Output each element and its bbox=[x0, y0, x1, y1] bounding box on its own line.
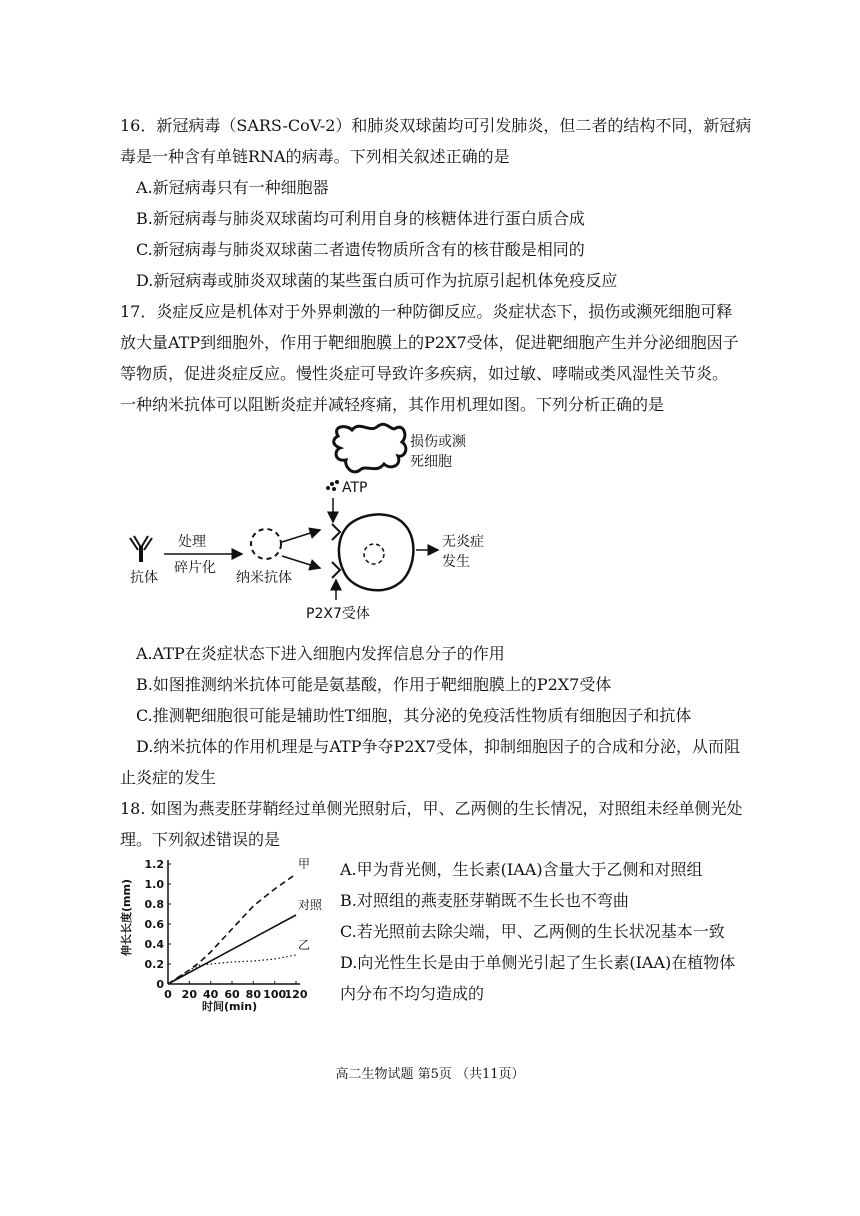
q16-option-c: C.新冠病毒与肺炎双球菌二者遗传物质所含有的核苷酸是相同的 bbox=[136, 240, 585, 259]
x-tick-label: 0 bbox=[164, 988, 172, 1001]
x-tick-label: 120 bbox=[284, 988, 308, 1001]
damaged-cell-shape bbox=[334, 424, 406, 472]
damaged-cell-label-1: 损伤或濒 bbox=[410, 434, 466, 450]
growth-chart bbox=[118, 852, 334, 1016]
q18-option-d-line2: 内分布不均匀造成的 bbox=[340, 984, 485, 1003]
q17-stem-line1: 17．炎症反应是机体对于外界刺激的一种防御反应。炎症状态下，损伤或濒死细胞可释 bbox=[120, 302, 733, 321]
series-line-乙 bbox=[168, 955, 296, 984]
series-label-对照: 对照 bbox=[298, 898, 323, 912]
q17-option-d-line2: 止炎症的发生 bbox=[120, 768, 217, 787]
x-tick-label: 20 bbox=[181, 988, 197, 1001]
q17-option-b: B.如图推测纳米抗体可能是氨基酸，作用于靶细胞膜上的P2X7受体 bbox=[136, 675, 612, 694]
y-tick-label: 0.4 bbox=[144, 938, 164, 951]
x-tick-label: 80 bbox=[245, 988, 261, 1001]
result-label-2: 发生 bbox=[442, 554, 470, 570]
q16-option-a: A.新冠病毒只有一种细胞器 bbox=[136, 178, 329, 197]
nano-arrow-lower bbox=[282, 556, 320, 568]
antibody-label: 抗体 bbox=[130, 570, 158, 586]
x-tick-label: 100 bbox=[263, 988, 287, 1001]
q17-option-c: C.推测靶细胞很可能是辅助性T细胞，其分泌的免疫活性物质有细胞因子和抗体 bbox=[136, 706, 692, 725]
q18-option-c: C.若光照前去除尖端，甲、乙两侧的生长状况基本一致 bbox=[340, 922, 725, 941]
x-axis-label: 时间(min) bbox=[202, 1000, 258, 1013]
receptor-label: P2X7受体 bbox=[306, 606, 370, 622]
series-label-乙: 乙 bbox=[298, 938, 311, 952]
target-cell bbox=[339, 514, 414, 590]
nano-antibody-diagram bbox=[120, 418, 520, 630]
process-label: 处理 bbox=[178, 534, 206, 550]
q17-stem-line2: 放大量ATP到细胞外，作用于靶细胞膜上的P2X7受体，促进靶细胞产生并分泌细胞因子 bbox=[120, 333, 739, 352]
y-axis-label: 伸长长度(mm) bbox=[120, 879, 133, 956]
q18-option-d-line1: D.向光性生长是由于单侧光引起了生长素(IAA)在植物体 bbox=[340, 953, 736, 972]
nano-arrow-upper bbox=[282, 530, 320, 542]
y-tick-label: 0.8 bbox=[144, 898, 164, 911]
y-tick-label: 0.6 bbox=[144, 918, 164, 931]
y-tick-label: 0 bbox=[156, 978, 164, 991]
nano-antibody-label: 纳米抗体 bbox=[236, 570, 292, 586]
q17-stem-line4: 一种纳米抗体可以阻断炎症并减轻疼痛，其作用机理如图。下列分析正确的是 bbox=[120, 395, 665, 414]
x-tick-label: 40 bbox=[203, 988, 219, 1001]
y-tick-label: 1.2 bbox=[144, 858, 164, 871]
atp-icon bbox=[326, 480, 339, 491]
q16-stem-line2: 毒是一种含有单链RNA的病毒。下列相关叙述正确的是 bbox=[120, 147, 510, 166]
q17-stem-line3: 等物质，促进炎症反应。慢性炎症可导致许多疾病，如过敏、哮喘或类风湿性关节炎。 bbox=[120, 364, 729, 383]
series-line-甲 bbox=[168, 874, 296, 984]
y-tick-label: 0.2 bbox=[144, 958, 164, 971]
q16-stem-line1: 16．新冠病毒（SARS-CoV-2）和肺炎双球菌均可引发肺炎，但二者的结构不同，新冠病 bbox=[120, 116, 752, 135]
receptor-lower bbox=[332, 562, 340, 578]
q18-stem-line1: 18. 如图为燕麦胚芽鞘经过单侧光照射后，甲、乙两侧的生长情况，对照组未经单侧光处 bbox=[120, 799, 743, 818]
q18-option-a: A.甲为背光侧，生长素(IAA)含量大于乙侧和对照组 bbox=[340, 860, 703, 879]
q18-stem-line2: 理。下列叙述错误的是 bbox=[120, 830, 281, 849]
q16-option-d: D.新冠病毒或肺炎双球菌的某些蛋白质可作为抗原引起机体免疫反应 bbox=[136, 271, 618, 290]
fragment-label: 碎片化 bbox=[174, 560, 216, 576]
series-line-对照 bbox=[168, 915, 296, 984]
q18-option-b: B.对照组的燕麦胚芽鞘既不生长也不弯曲 bbox=[340, 891, 629, 910]
series-label-甲: 甲 bbox=[298, 857, 311, 871]
y-tick-label: 1.0 bbox=[144, 878, 164, 891]
receptor-upper bbox=[332, 524, 340, 540]
q17-option-d-line1: D.纳米抗体的作用机理是与ATP争夺P2X7受体，抑制细胞因子的合成和分泌，从而阻 bbox=[136, 737, 740, 756]
x-tick-label: 60 bbox=[224, 988, 240, 1001]
atp-label: ATP bbox=[342, 480, 368, 496]
page-footer: 高二生物试题 第5页 （共11页） bbox=[335, 1067, 525, 1082]
antibody-icon bbox=[130, 536, 152, 562]
q17-option-a: A.ATP在炎症状态下进入细胞内发挥信息分子的作用 bbox=[136, 644, 505, 663]
result-label-1: 无炎症 bbox=[442, 534, 484, 550]
damaged-cell-label-2: 死细胞 bbox=[410, 454, 452, 470]
q16-option-b: B.新冠病毒与肺炎双球菌均可利用自身的核糖体进行蛋白质合成 bbox=[136, 209, 585, 228]
nano-antibody-fragments bbox=[251, 529, 281, 559]
